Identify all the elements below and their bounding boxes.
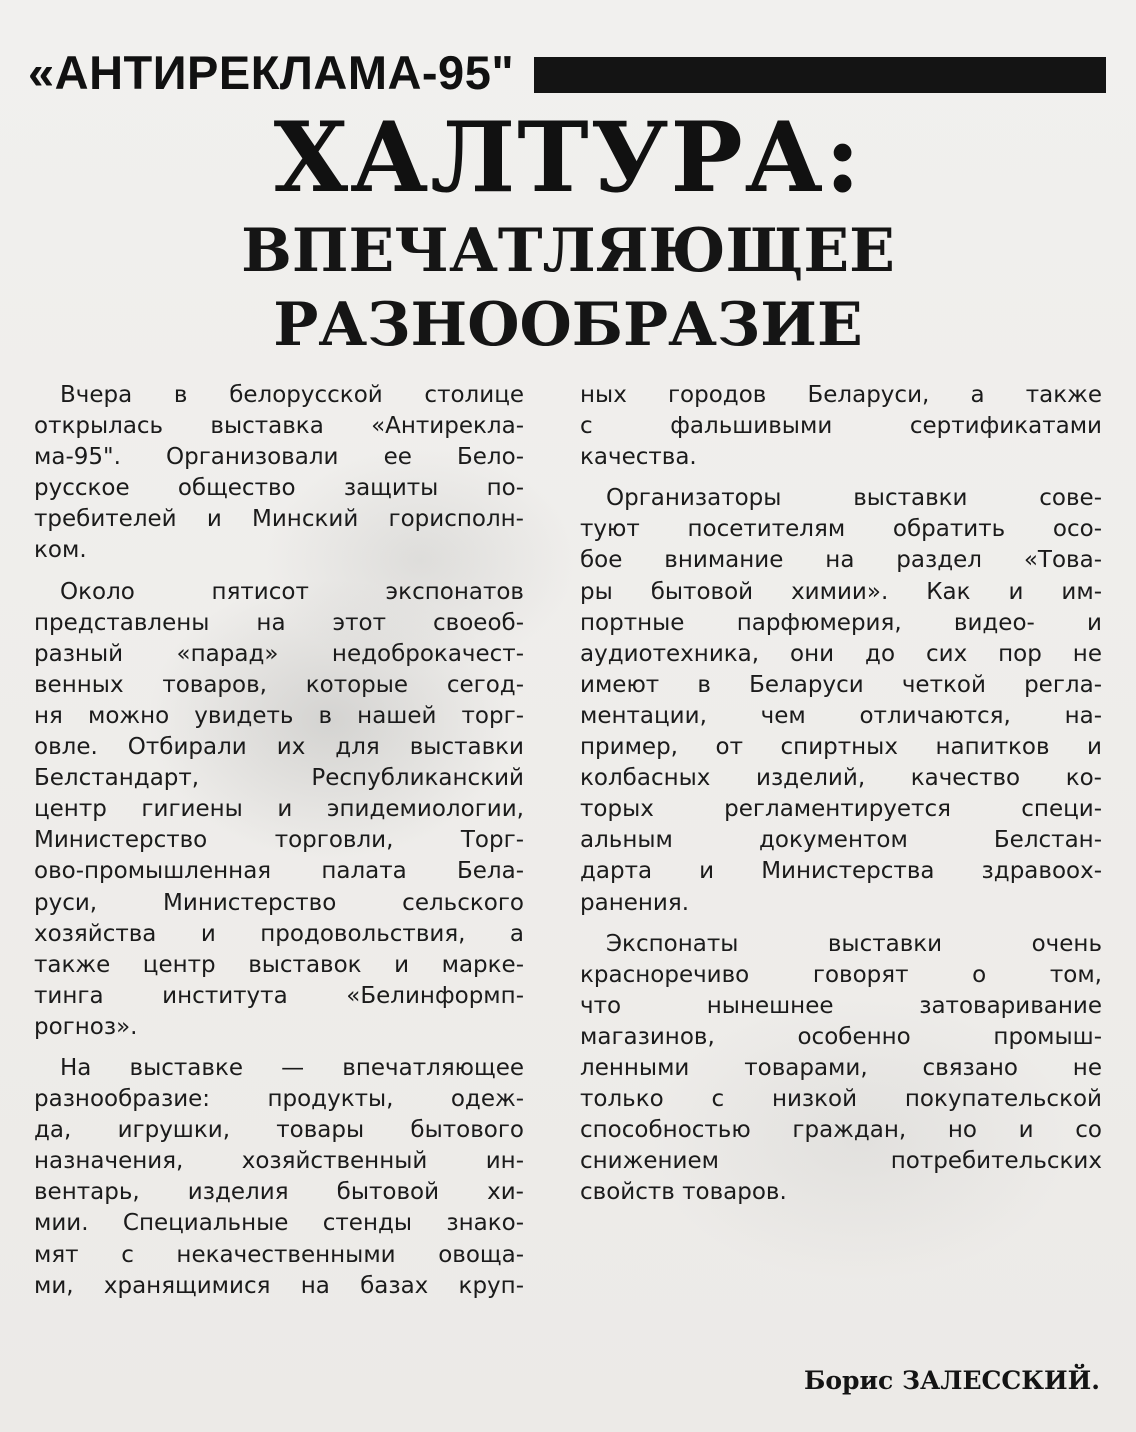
text-line: имеют в Беларуси четкой регла-: [580, 671, 1102, 698]
text-line: открылась выставка «Антирекла-: [34, 413, 524, 440]
subheadline: [0, 214, 1136, 362]
text-line: мии. Специальные стенды знако-: [34, 1210, 524, 1237]
text-line: рогноз».: [34, 1013, 138, 1040]
paragraph-3-continued: [580, 380, 1102, 473]
rubric-row: [28, 42, 1106, 102]
text-line: Министерство торговли, Торг-: [34, 827, 524, 854]
text-line: руси, Министерство сельского: [34, 889, 524, 916]
article-column-right: [580, 380, 1102, 1208]
paragraph-1: [34, 380, 524, 567]
text-line: свойств товаров.: [580, 1179, 787, 1206]
text-line: мят с некачественными овоща-: [34, 1241, 524, 1268]
text-line: ма-95". Организовали ее Бело-: [34, 444, 524, 471]
text-line: красноречиво говорят о том,: [580, 961, 1102, 988]
text-line: магазинов, особенно промыш-: [580, 1023, 1102, 1050]
text-line: вентарь, изделия бытовой хи-: [34, 1179, 524, 1206]
text-line: центр гигиены и эпидемиологии,: [34, 796, 524, 823]
text-line: разнообразие: продукты, одеж-: [34, 1086, 524, 1113]
text-line: способностью граждан, но и со: [580, 1117, 1102, 1144]
paragraph-5: [580, 929, 1102, 1209]
text-line: качества.: [580, 444, 697, 471]
text-line: ня можно увидеть в нашей торг-: [34, 702, 524, 729]
paragraph-2: [34, 577, 524, 1043]
text-line: Организаторы выставки сове-: [606, 485, 1102, 512]
text-line: венных товаров, которые сегод-: [34, 671, 524, 698]
text-line: ми, хранящимися на базах круп-: [34, 1272, 524, 1299]
text-line: ком.: [34, 537, 87, 564]
text-line: аудиотехника, они до сих пор не: [580, 640, 1102, 667]
text-line: ранения.: [580, 889, 690, 916]
paragraph-3: [34, 1053, 524, 1302]
text-line: хозяйства и продовольствия, а: [34, 920, 524, 947]
text-line: что нынешнее затоваривание: [580, 992, 1102, 1019]
text-line: тинга института «Белинформп-: [34, 982, 524, 1009]
text-line: овле. Отбирали их для выставки: [34, 734, 524, 761]
text-line: ленными товарами, связано не: [580, 1054, 1102, 1081]
text-line: Вчера в белорусской столице: [60, 382, 524, 408]
text-line: требителей и Минский горисполн-: [34, 506, 524, 533]
author-signature: Борис ЗАЛЕССКИЙ.: [803, 1366, 1100, 1395]
text-line: ово-промышленная палата Бела-: [34, 858, 524, 885]
text-line: пример, от спиртных напитков и: [580, 734, 1102, 761]
text-line: снижением потребительских: [580, 1148, 1102, 1175]
text-line: с фальшивыми сертификатами: [580, 413, 1102, 440]
rubric-title: «АНТИРЕКЛАМА-95": [28, 45, 515, 99]
subheadline-line-1: ВПЕЧАТЛЯЮЩЕЕ: [241, 216, 895, 286]
text-line: портные парфюмерия, видео- и: [580, 609, 1102, 636]
text-line: Экспонаты выставки очень: [606, 930, 1102, 957]
text-line: Белстандарт, Республиканский: [34, 765, 524, 792]
article-column-left: [34, 380, 524, 1302]
text-line: только с низкой покупательской: [580, 1086, 1102, 1113]
rubric-rule: [534, 57, 1106, 93]
text-line: также центр выставок и марке-: [34, 951, 524, 978]
text-line: представлены на этот своеоб-: [34, 609, 524, 636]
text-line: Около пятисот экспонатов: [60, 578, 524, 605]
paragraph-4: [580, 483, 1102, 918]
text-line: торых регламентируется специ-: [580, 796, 1102, 823]
text-line: русское общество защиты по-: [34, 475, 524, 502]
text-line: бое внимание на раздел «Това-: [580, 547, 1102, 574]
text-line: да, игрушки, товары бытового: [34, 1117, 524, 1144]
text-line: дарта и Министерства здравоох-: [580, 858, 1102, 885]
text-line: туют посетителям обратить осо-: [580, 516, 1102, 543]
text-line: колбасных изделий, качество ко-: [580, 765, 1102, 792]
text-line: ментации, чем отличаются, на-: [580, 702, 1102, 729]
text-line: назначения, хозяйственный ин-: [34, 1148, 524, 1175]
headline: ХАЛТУРА:: [273, 101, 863, 214]
subheadline-line-2: РАЗНООБРАЗИЕ: [273, 290, 863, 360]
text-line: альным документом Белстан-: [580, 827, 1102, 854]
text-line: На выставке — впечатляющее: [60, 1054, 524, 1081]
text-line: разный «парад» недоброкачест-: [34, 640, 524, 667]
text-line: ры бытовой химии». Как и им-: [580, 578, 1102, 605]
text-line: ных городов Беларуси, а также: [580, 382, 1102, 408]
